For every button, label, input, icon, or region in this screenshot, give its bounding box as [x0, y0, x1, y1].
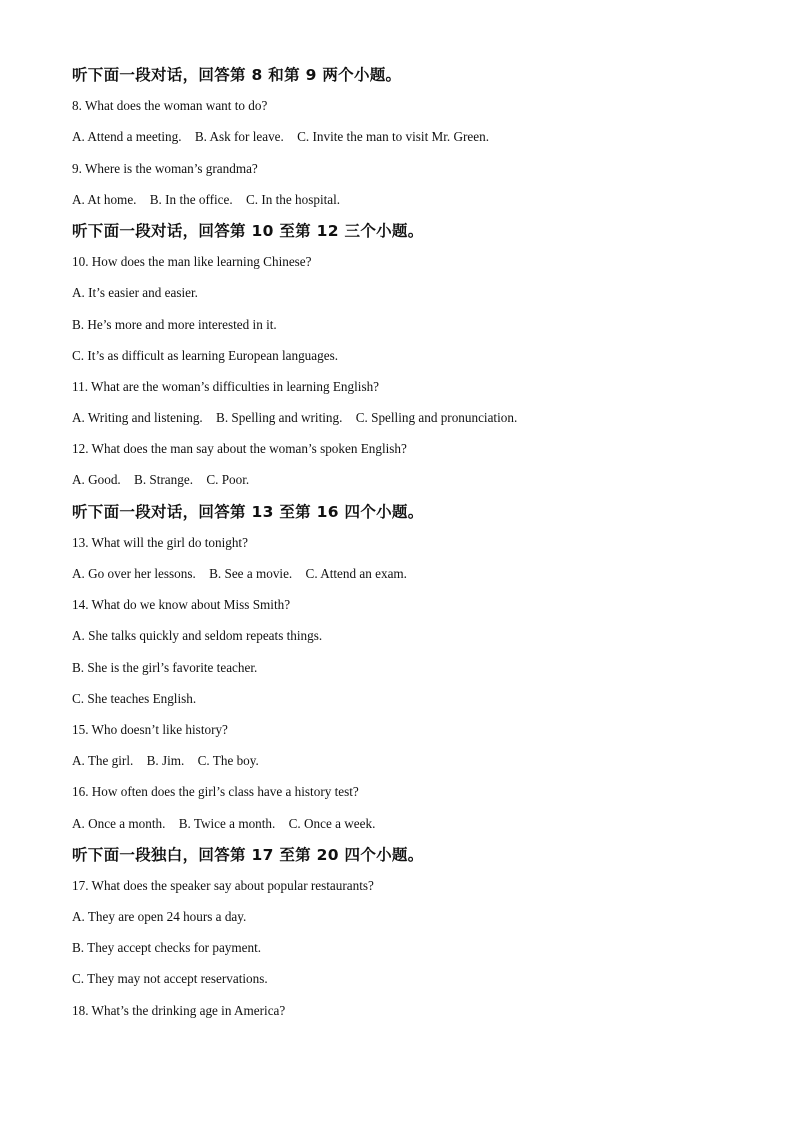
document-page [72, 64, 732, 1031]
option-a: A. At home. [72, 191, 137, 207]
option-a: A. Attend a meeting. [72, 129, 182, 145]
option-a: A. She talks quickly and seldom repeats things. [72, 628, 323, 644]
option-a: A. Go over her lessons. [72, 566, 196, 581]
question-stem: 8. What does the woman want to do? [72, 98, 268, 114]
question-stem: 18. What’s the drinking age in America? [72, 1002, 286, 1018]
options-row [72, 126, 732, 157]
question-stem: 13. What will the girl do tonight? [72, 534, 248, 550]
options-row [72, 813, 732, 844]
options-row [72, 750, 732, 781]
question-stem: 11. What are the woman’s difficulties in learning English? [72, 378, 380, 394]
option-b: B. See a movie. [209, 566, 293, 581]
option-b: B. Spelling and writing. [216, 410, 343, 426]
question-stem: 16. How often does the girl’s class have a history test? [72, 784, 359, 800]
option-c: C. Attend an exam. [305, 566, 407, 581]
question-stem: 14. What do we know about Miss Smith? [72, 597, 291, 613]
option-c: C. Poor. [206, 472, 250, 488]
section-heading: 听下面一段独白，回答第 17 至第 20 四个小题。 [72, 845, 424, 864]
option-c: C. The boy. [197, 753, 259, 769]
option-b: B. He’s more and more interested in it. [72, 316, 277, 332]
option-b: B. She is the girl’s favorite teacher. [72, 659, 258, 675]
section-heading: 听下面一段对话，回答第 10 至第 12 三个小题。 [72, 221, 424, 240]
option-a: A. They are open 24 hours a day. [72, 909, 247, 925]
option-b: B. Ask for leave. [194, 129, 284, 145]
question-stem: 10. How does the man like learning Chinese? [72, 254, 312, 270]
option-c: C. Once a week. [288, 815, 376, 831]
option-a: A. The girl. [72, 753, 134, 769]
option-b: B. Twice a month. [178, 815, 276, 831]
option-c: C. She teaches English. [72, 690, 197, 706]
option-c: C. It’s as difficult as learning European languages. [72, 347, 338, 363]
section-heading: 听下面一段对话，回答第 8 和第 9 两个小题。 [72, 66, 402, 84]
section-heading: 听下面一段对话，回答第 13 至第 16 四个小题。 [72, 502, 424, 521]
option-c: C. In the hospital. [245, 191, 341, 207]
options-row [72, 469, 732, 500]
option-a: A. Good. [72, 472, 121, 488]
options-row [72, 189, 732, 220]
option-b: B. Strange. [134, 472, 194, 488]
option-a: A. Writing and listening. [72, 410, 203, 426]
option-c: C. Invite the man to visit Mr. Green. [297, 129, 490, 145]
options-row [72, 407, 732, 438]
option-b: B. Jim. [146, 753, 185, 769]
option-a: A. It’s easier and easier. [72, 285, 198, 301]
question-stem: 15. Who doesn’t like history? [72, 721, 228, 737]
option-b: B. In the office. [149, 191, 233, 207]
question-stem: 17. What does the speaker say about popular restaurants? [72, 877, 374, 893]
option-b: B. They accept checks for payment. [72, 940, 262, 956]
option-c: C. Spelling and pronunciation. [355, 410, 518, 426]
question-stem: 12. What does the man say about the woman’s spoken English? [72, 441, 407, 457]
question-stem: 9. Where is the woman’s grandma? [72, 160, 258, 176]
option-c: C. They may not accept reservations. [72, 971, 268, 987]
options-row [72, 563, 732, 594]
option-a: A. Once a month. [72, 815, 166, 831]
